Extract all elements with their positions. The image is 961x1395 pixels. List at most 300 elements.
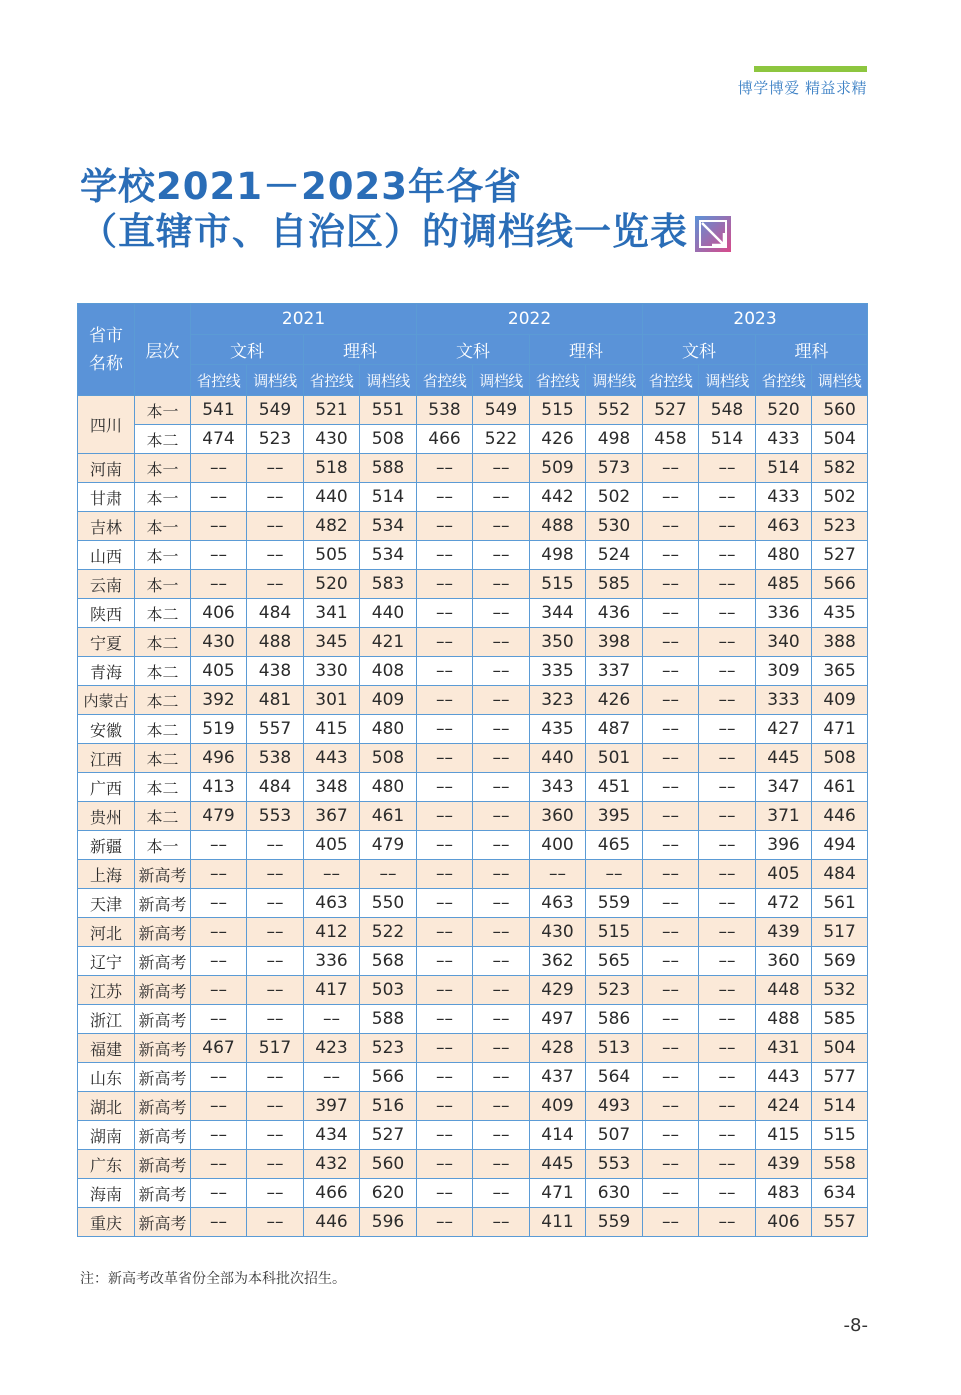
- score-cell: 508: [360, 425, 417, 454]
- score-cell: 406: [191, 599, 247, 628]
- score-cell: ––: [643, 715, 699, 744]
- score-cell: 434: [304, 1121, 360, 1150]
- level-cell: 新高考: [135, 947, 191, 976]
- score-cell: 586: [586, 1005, 643, 1034]
- score-cell: 367: [304, 802, 360, 831]
- score-cell: ––: [417, 918, 473, 947]
- score-cell: ––: [643, 599, 699, 628]
- score-cell: 488: [756, 1005, 812, 1034]
- score-cell: 583: [360, 570, 417, 599]
- score-cell: 523: [360, 1034, 417, 1063]
- score-cell: 504: [812, 425, 868, 454]
- score-cell: ––: [643, 541, 699, 570]
- score-cell: 414: [530, 1121, 586, 1150]
- score-cell: ––: [473, 831, 530, 860]
- score-cell: ––: [473, 512, 530, 541]
- province-cell: 湖南: [78, 1121, 135, 1150]
- score-cell: ––: [699, 483, 756, 512]
- score-cell: 438: [247, 657, 304, 686]
- score-cell: ––: [417, 947, 473, 976]
- score-cell: ––: [643, 918, 699, 947]
- score-cell: 485: [756, 570, 812, 599]
- score-cell: ––: [191, 512, 247, 541]
- score-cell: ––: [473, 657, 530, 686]
- score-cell: 515: [586, 918, 643, 947]
- score-cell: 484: [812, 860, 868, 889]
- score-cell: 440: [360, 599, 417, 628]
- accent-bar: [754, 66, 867, 72]
- score-cell: ––: [473, 483, 530, 512]
- score-cell: 463: [304, 889, 360, 918]
- province-cell: 江苏: [78, 976, 135, 1005]
- score-cell: ––: [699, 541, 756, 570]
- score-cell: 435: [812, 599, 868, 628]
- score-cell: ––: [191, 541, 247, 570]
- score-cell: ––: [586, 860, 643, 889]
- score-cell: 388: [812, 628, 868, 657]
- score-cell: 517: [247, 1034, 304, 1063]
- score-cell: 344: [530, 599, 586, 628]
- line-type-header: 省控线: [191, 365, 247, 396]
- score-cell: ––: [473, 599, 530, 628]
- score-cell: ––: [473, 773, 530, 802]
- score-cell: ––: [473, 889, 530, 918]
- level-cell: 新高考: [135, 1034, 191, 1063]
- score-cell: ––: [417, 657, 473, 686]
- level-cell: 本一: [135, 454, 191, 483]
- admission-score-table: [77, 303, 868, 1237]
- score-cell: ––: [699, 512, 756, 541]
- score-cell: 421: [360, 628, 417, 657]
- score-cell: 488: [247, 628, 304, 657]
- page-number: -8-: [843, 1315, 868, 1336]
- score-cell: ––: [417, 802, 473, 831]
- score-cell: ––: [473, 1179, 530, 1208]
- province-cell: 辽宁: [78, 947, 135, 976]
- score-cell: 362: [530, 947, 586, 976]
- score-cell: 564: [586, 1063, 643, 1092]
- score-cell: ––: [417, 1005, 473, 1034]
- score-cell: ––: [417, 599, 473, 628]
- score-cell: 505: [304, 541, 360, 570]
- table-row: [78, 831, 868, 860]
- score-cell: 514: [812, 1092, 868, 1121]
- score-cell: 437: [530, 1063, 586, 1092]
- score-cell: ––: [699, 1121, 756, 1150]
- score-cell: 466: [304, 1179, 360, 1208]
- level-cell: 本二: [135, 686, 191, 715]
- score-cell: ––: [699, 599, 756, 628]
- score-cell: 427: [756, 715, 812, 744]
- score-cell: ––: [473, 1208, 530, 1237]
- score-cell: 443: [756, 1063, 812, 1092]
- score-cell: 461: [812, 773, 868, 802]
- score-cell: 337: [586, 657, 643, 686]
- score-cell: 596: [360, 1208, 417, 1237]
- score-cell: ––: [191, 1063, 247, 1092]
- score-cell: ––: [643, 831, 699, 860]
- level-cell: 本二: [135, 425, 191, 454]
- table-row: [78, 686, 868, 715]
- score-cell: ––: [247, 976, 304, 1005]
- score-cell: ––: [473, 715, 530, 744]
- score-cell: 559: [586, 889, 643, 918]
- score-cell: ––: [247, 1092, 304, 1121]
- score-cell: ––: [247, 512, 304, 541]
- score-cell: 433: [756, 425, 812, 454]
- score-cell: ––: [247, 1005, 304, 1034]
- level-cell: 本二: [135, 599, 191, 628]
- table-row: [78, 744, 868, 773]
- track-header: 理科: [304, 335, 417, 365]
- line-type-header: 省控线: [530, 365, 586, 396]
- level-cell: 新高考: [135, 1121, 191, 1150]
- table-header: [78, 304, 868, 396]
- level-cell: 本二: [135, 744, 191, 773]
- score-cell: 448: [756, 976, 812, 1005]
- level-cell: 新高考: [135, 1208, 191, 1237]
- score-cell: 411: [530, 1208, 586, 1237]
- score-cell: 392: [191, 686, 247, 715]
- track-header: 理科: [530, 335, 643, 365]
- score-cell: 498: [586, 425, 643, 454]
- score-cell: ––: [473, 976, 530, 1005]
- score-cell: ––: [247, 570, 304, 599]
- score-cell: ––: [191, 1179, 247, 1208]
- score-cell: 480: [756, 541, 812, 570]
- score-cell: 483: [756, 1179, 812, 1208]
- score-cell: 442: [530, 483, 586, 512]
- province-cell: 重庆: [78, 1208, 135, 1237]
- level-cell: 新高考: [135, 918, 191, 947]
- score-cell: 508: [360, 744, 417, 773]
- province-cell: 江西: [78, 744, 135, 773]
- level-cell: 本二: [135, 773, 191, 802]
- track-header: 文科: [191, 335, 304, 365]
- score-cell: 502: [586, 483, 643, 512]
- table-row: [78, 541, 868, 570]
- level-cell: 本二: [135, 628, 191, 657]
- score-cell: 480: [360, 773, 417, 802]
- score-cell: ––: [417, 1034, 473, 1063]
- score-cell: ––: [247, 918, 304, 947]
- score-cell: ––: [417, 628, 473, 657]
- score-cell: 340: [756, 628, 812, 657]
- score-cell: ––: [417, 541, 473, 570]
- score-cell: 484: [247, 599, 304, 628]
- score-cell: ––: [191, 860, 247, 889]
- score-cell: ––: [643, 570, 699, 599]
- score-cell: ––: [473, 860, 530, 889]
- page-title: [80, 164, 732, 254]
- score-cell: 566: [812, 570, 868, 599]
- score-cell: 494: [812, 831, 868, 860]
- score-cell: 479: [191, 802, 247, 831]
- score-cell: ––: [643, 1034, 699, 1063]
- score-cell: 429: [530, 976, 586, 1005]
- line-type-header: 调档线: [247, 365, 304, 396]
- score-cell: 577: [812, 1063, 868, 1092]
- province-cell: 吉林: [78, 512, 135, 541]
- score-cell: ––: [304, 860, 360, 889]
- score-cell: 522: [473, 425, 530, 454]
- score-cell: ––: [643, 483, 699, 512]
- score-cell: 585: [586, 570, 643, 599]
- score-cell: 360: [530, 802, 586, 831]
- province-cell: 云南: [78, 570, 135, 599]
- score-cell: 585: [812, 1005, 868, 1034]
- province-cell: 青海: [78, 657, 135, 686]
- score-cell: 514: [699, 425, 756, 454]
- score-cell: 568: [360, 947, 417, 976]
- province-cell: 河北: [78, 918, 135, 947]
- score-cell: 445: [756, 744, 812, 773]
- score-cell: ––: [417, 1092, 473, 1121]
- score-cell: 620: [360, 1179, 417, 1208]
- score-cell: 515: [530, 396, 586, 425]
- footnote: 注：新高考改革省份全部为本科批次招生。: [80, 1271, 346, 1287]
- score-cell: ––: [417, 715, 473, 744]
- score-cell: 538: [247, 744, 304, 773]
- level-cell: 本一: [135, 541, 191, 570]
- score-cell: 523: [812, 512, 868, 541]
- table-row: [78, 454, 868, 483]
- score-cell: 550: [360, 889, 417, 918]
- score-cell: ––: [643, 860, 699, 889]
- province-cell: 内蒙古: [78, 686, 135, 715]
- score-cell: 524: [586, 541, 643, 570]
- score-cell: 527: [812, 541, 868, 570]
- score-cell: ––: [247, 1063, 304, 1092]
- table-row: [78, 1063, 868, 1092]
- table-row: [78, 976, 868, 1005]
- score-cell: 405: [191, 657, 247, 686]
- table-row: [78, 599, 868, 628]
- score-cell: 573: [586, 454, 643, 483]
- score-cell: ––: [643, 657, 699, 686]
- score-cell: 519: [191, 715, 247, 744]
- score-cell: ––: [473, 454, 530, 483]
- level-cell: 本二: [135, 657, 191, 686]
- score-cell: 566: [360, 1063, 417, 1092]
- score-cell: ––: [643, 686, 699, 715]
- level-cell: 本一: [135, 483, 191, 512]
- score-cell: 488: [530, 512, 586, 541]
- score-cell: ––: [699, 918, 756, 947]
- score-cell: ––: [360, 860, 417, 889]
- score-cell: ––: [473, 1092, 530, 1121]
- score-cell: 412: [304, 918, 360, 947]
- score-cell: ––: [191, 1121, 247, 1150]
- score-cell: ––: [699, 802, 756, 831]
- score-cell: 538: [417, 396, 473, 425]
- score-cell: ––: [191, 454, 247, 483]
- province-cell: 甘肃: [78, 483, 135, 512]
- score-cell: ––: [643, 889, 699, 918]
- score-cell: 424: [756, 1092, 812, 1121]
- score-cell: ––: [191, 889, 247, 918]
- score-cell: 481: [247, 686, 304, 715]
- score-cell: 451: [586, 773, 643, 802]
- score-cell: 439: [756, 1150, 812, 1179]
- score-cell: 527: [643, 396, 699, 425]
- score-cell: 588: [360, 454, 417, 483]
- score-cell: ––: [473, 628, 530, 657]
- score-cell: 467: [191, 1034, 247, 1063]
- province-cell: 宁夏: [78, 628, 135, 657]
- score-cell: ––: [247, 1121, 304, 1150]
- score-cell: 347: [756, 773, 812, 802]
- province-cell: 上海: [78, 860, 135, 889]
- score-cell: ––: [247, 1179, 304, 1208]
- score-cell: ––: [643, 1208, 699, 1237]
- score-cell: 557: [812, 1208, 868, 1237]
- score-cell: 569: [812, 947, 868, 976]
- score-cell: 496: [191, 744, 247, 773]
- score-cell: ––: [417, 1121, 473, 1150]
- score-cell: 557: [247, 715, 304, 744]
- score-cell: 426: [530, 425, 586, 454]
- score-cell: 514: [360, 483, 417, 512]
- score-cell: ––: [191, 483, 247, 512]
- year-header: 2023: [643, 304, 868, 335]
- track-header: 文科: [417, 335, 530, 365]
- province-cell: 浙江: [78, 1005, 135, 1034]
- score-cell: 471: [530, 1179, 586, 1208]
- score-cell: 409: [360, 686, 417, 715]
- header-slogan: 博学博爱 精益求精: [737, 79, 867, 97]
- table-row: [78, 715, 868, 744]
- table-row: [78, 1092, 868, 1121]
- score-cell: 406: [756, 1208, 812, 1237]
- table-row: [78, 570, 868, 599]
- province-cell: 广东: [78, 1150, 135, 1179]
- score-cell: 413: [191, 773, 247, 802]
- col-header-level: 层次: [135, 304, 191, 396]
- score-cell: ––: [643, 802, 699, 831]
- score-cell: ––: [699, 1063, 756, 1092]
- score-cell: 560: [360, 1150, 417, 1179]
- score-cell: ––: [699, 744, 756, 773]
- score-cell: ––: [699, 570, 756, 599]
- score-cell: 534: [360, 512, 417, 541]
- score-cell: ––: [699, 454, 756, 483]
- score-cell: 360: [756, 947, 812, 976]
- level-cell: 新高考: [135, 1063, 191, 1092]
- score-cell: 561: [812, 889, 868, 918]
- level-cell: 新高考: [135, 860, 191, 889]
- score-cell: 516: [360, 1092, 417, 1121]
- score-cell: 436: [586, 599, 643, 628]
- table-row: [78, 396, 868, 425]
- score-cell: 439: [756, 918, 812, 947]
- score-cell: 463: [530, 889, 586, 918]
- score-cell: 431: [756, 1034, 812, 1063]
- score-cell: 497: [530, 1005, 586, 1034]
- score-cell: ––: [191, 1208, 247, 1237]
- score-cell: ––: [643, 976, 699, 1005]
- score-cell: ––: [643, 1179, 699, 1208]
- score-cell: 396: [756, 831, 812, 860]
- score-cell: 509: [530, 454, 586, 483]
- score-cell: 515: [530, 570, 586, 599]
- score-cell: ––: [417, 454, 473, 483]
- table-row: [78, 860, 868, 889]
- score-cell: ––: [699, 1179, 756, 1208]
- line-type-header: 省控线: [304, 365, 360, 396]
- score-cell: 484: [247, 773, 304, 802]
- score-cell: 559: [586, 1208, 643, 1237]
- score-cell: 405: [756, 860, 812, 889]
- score-cell: ––: [473, 1150, 530, 1179]
- score-cell: 409: [812, 686, 868, 715]
- province-cell: 福建: [78, 1034, 135, 1063]
- score-cell: 582: [812, 454, 868, 483]
- score-cell: 527: [360, 1121, 417, 1150]
- score-cell: ––: [699, 976, 756, 1005]
- score-cell: ––: [247, 1150, 304, 1179]
- score-cell: 503: [360, 976, 417, 1005]
- level-cell: 本一: [135, 570, 191, 599]
- score-cell: ––: [643, 1063, 699, 1092]
- score-cell: 508: [812, 744, 868, 773]
- level-cell: 本二: [135, 715, 191, 744]
- score-cell: ––: [191, 976, 247, 1005]
- province-cell: 河南: [78, 454, 135, 483]
- score-cell: 423: [304, 1034, 360, 1063]
- table-row: [78, 512, 868, 541]
- score-cell: 498: [530, 541, 586, 570]
- score-cell: 330: [304, 657, 360, 686]
- score-cell: 588: [360, 1005, 417, 1034]
- table-row: [78, 1179, 868, 1208]
- score-cell: 443: [304, 744, 360, 773]
- province-cell: 广西: [78, 773, 135, 802]
- level-cell: 新高考: [135, 1179, 191, 1208]
- score-cell: 474: [191, 425, 247, 454]
- year-header: 2021: [191, 304, 417, 335]
- level-cell: 新高考: [135, 1150, 191, 1179]
- score-cell: 445: [530, 1150, 586, 1179]
- score-cell: ––: [191, 1005, 247, 1034]
- score-cell: 440: [304, 483, 360, 512]
- table-row: [78, 657, 868, 686]
- score-cell: ––: [417, 512, 473, 541]
- score-cell: 630: [586, 1179, 643, 1208]
- score-cell: ––: [643, 1121, 699, 1150]
- table-row: [78, 889, 868, 918]
- score-cell: 515: [812, 1121, 868, 1150]
- province-cell: 四川: [78, 396, 135, 454]
- score-cell: 463: [756, 512, 812, 541]
- score-cell: ––: [417, 831, 473, 860]
- score-cell: ––: [247, 947, 304, 976]
- score-cell: 520: [756, 396, 812, 425]
- score-cell: 465: [586, 831, 643, 860]
- line-type-header: 调档线: [699, 365, 756, 396]
- score-cell: ––: [473, 541, 530, 570]
- score-cell: ––: [191, 831, 247, 860]
- province-cell: 山西: [78, 541, 135, 570]
- score-cell: 532: [812, 976, 868, 1005]
- score-cell: 397: [304, 1092, 360, 1121]
- score-cell: 405: [304, 831, 360, 860]
- line-type-header: 调档线: [812, 365, 868, 396]
- score-cell: 466: [417, 425, 473, 454]
- score-cell: 502: [812, 483, 868, 512]
- level-cell: 本一: [135, 396, 191, 425]
- line-type-header: 省控线: [417, 365, 473, 396]
